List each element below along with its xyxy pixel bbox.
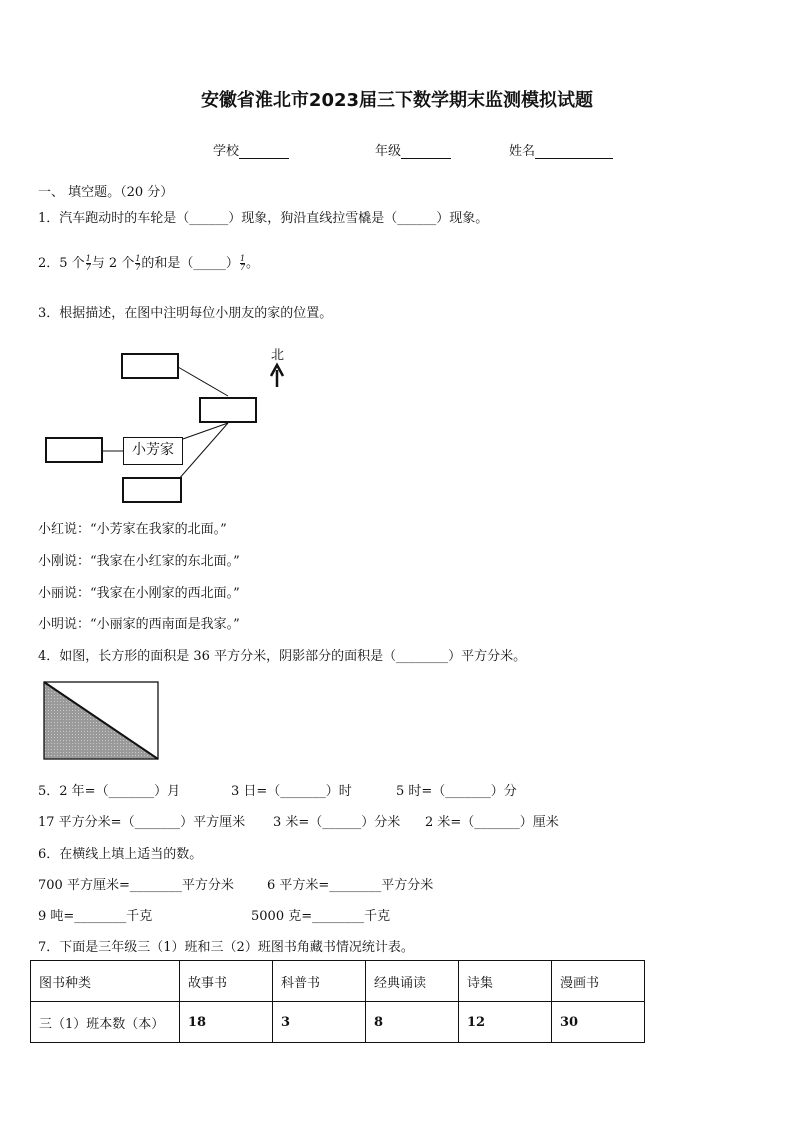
school-label: 学校 <box>213 144 240 159</box>
q5-years-months: 5．2 年=（_______）月 <box>38 784 181 799</box>
page-title: 安徽省淮北市2023届三下数学期末监测模拟试题 <box>200 90 594 111</box>
question-1: 1．汽车跑动时的车轮是（______）现象，狗沿直线拉雪橇是（______）现象。 <box>38 211 489 226</box>
table-header-cell: 漫画书 <box>552 961 645 1002</box>
statement-xiaoli: 小丽说：“我家在小刚家的西北面。” <box>38 586 240 601</box>
table-cell: 三（1）班本数（本） <box>31 1002 180 1043</box>
table-header-cell: 图书种类 <box>31 961 180 1002</box>
q2-end: 。 <box>246 256 260 271</box>
q2-frac2-num: 1 <box>135 254 141 263</box>
statement-xiaogang: 小刚说：“我家在小红家的东北面。” <box>38 554 240 569</box>
q2-frac3-den: 7 <box>239 263 246 272</box>
q2-mid: 与 2 个 <box>91 256 135 271</box>
question-7: 7．下面是三年级三（1）班和三（2）班图书角藏书情况统计表。 <box>38 940 414 955</box>
q2-fraction-3 <box>240 255 245 272</box>
statement-xiaoming: 小明说：“小丽家的西南面是我家。” <box>38 617 240 632</box>
table-header-cell: 经典诵读 <box>366 961 459 1002</box>
q2-frac3-num: 1 <box>239 254 246 263</box>
house-box-right[interactable] <box>199 397 257 423</box>
school-field <box>213 140 289 159</box>
north-label: 北 <box>271 348 285 363</box>
q6-sqcm-sqdm: 700 平方厘米=________平方分米 <box>38 878 234 893</box>
table-header-row <box>31 961 645 1002</box>
house-box-bottom[interactable] <box>122 477 182 503</box>
q6-gram-kg: 5000 克=________千克 <box>251 909 391 924</box>
table-cell: 12 <box>459 1002 552 1043</box>
q2-fraction-2 <box>135 255 140 272</box>
name-label: 姓名 <box>509 144 536 159</box>
q5-days-hours: 3 日=（_______）时 <box>231 784 352 799</box>
q5-meter-decimeter: 3 米=（______）分米 <box>273 815 401 830</box>
question-3: 3．根据描述，在图中注明每位小朋友的家的位置。 <box>38 306 333 321</box>
section1-heading: 一、 填空题。（20 分） <box>38 185 174 200</box>
grade-blank[interactable] <box>401 144 451 159</box>
xiaofang-home-box: 小芳家 <box>123 437 183 465</box>
question-4: 4．如图，长方形的面积是 36 平方分米，阴影部分的面积是（________）平方分米。 <box>38 649 527 664</box>
q2-frac1-num: 1 <box>85 254 91 263</box>
table-cell: 30 <box>552 1002 645 1043</box>
house-box-left[interactable] <box>45 437 103 463</box>
name-blank[interactable] <box>535 144 613 159</box>
table-header-cell: 故事书 <box>180 961 273 1002</box>
q2-prefix: 2．5 个 <box>38 256 85 271</box>
book-statistics-table <box>30 960 645 1043</box>
table-header-cell: 科普书 <box>273 961 366 1002</box>
name-field <box>509 140 613 159</box>
q5-area-conversion: 17 平方分米=（_______）平方厘米 <box>38 815 246 830</box>
q5-hours-minutes: 5 时=（_______）分 <box>396 784 517 799</box>
table-cell: 8 <box>366 1002 459 1043</box>
q2-suffix: 的和是（_____） <box>141 256 239 271</box>
connector-line-1 <box>178 367 228 396</box>
question-6: 6．在横线上填上适当的数。 <box>38 847 203 862</box>
q2-frac1-den: 7 <box>85 263 91 272</box>
table-row <box>31 1002 645 1043</box>
statement-xiaohong: 小红说：“小芳家在我家的北面。” <box>38 522 227 537</box>
grade-label: 年级 <box>375 144 402 159</box>
house-box-top[interactable] <box>121 353 179 379</box>
q2-frac2-den: 7 <box>135 263 141 272</box>
table-cell: 18 <box>180 1002 273 1043</box>
school-blank[interactable] <box>239 144 289 159</box>
table-cell: 3 <box>273 1002 366 1043</box>
grade-field <box>375 140 451 159</box>
table-header-cell: 诗集 <box>459 961 552 1002</box>
q2-fraction-1 <box>86 255 91 272</box>
rectangle-shaded-diagram <box>42 680 162 762</box>
question-2 <box>38 252 259 272</box>
q6-ton-kg: 9 吨=________千克 <box>38 909 153 924</box>
q6-sqm-sqdm: 6 平方米=________平方分米 <box>267 878 434 893</box>
q5-meter-centimeter: 2 米=（_______）厘米 <box>425 815 559 830</box>
